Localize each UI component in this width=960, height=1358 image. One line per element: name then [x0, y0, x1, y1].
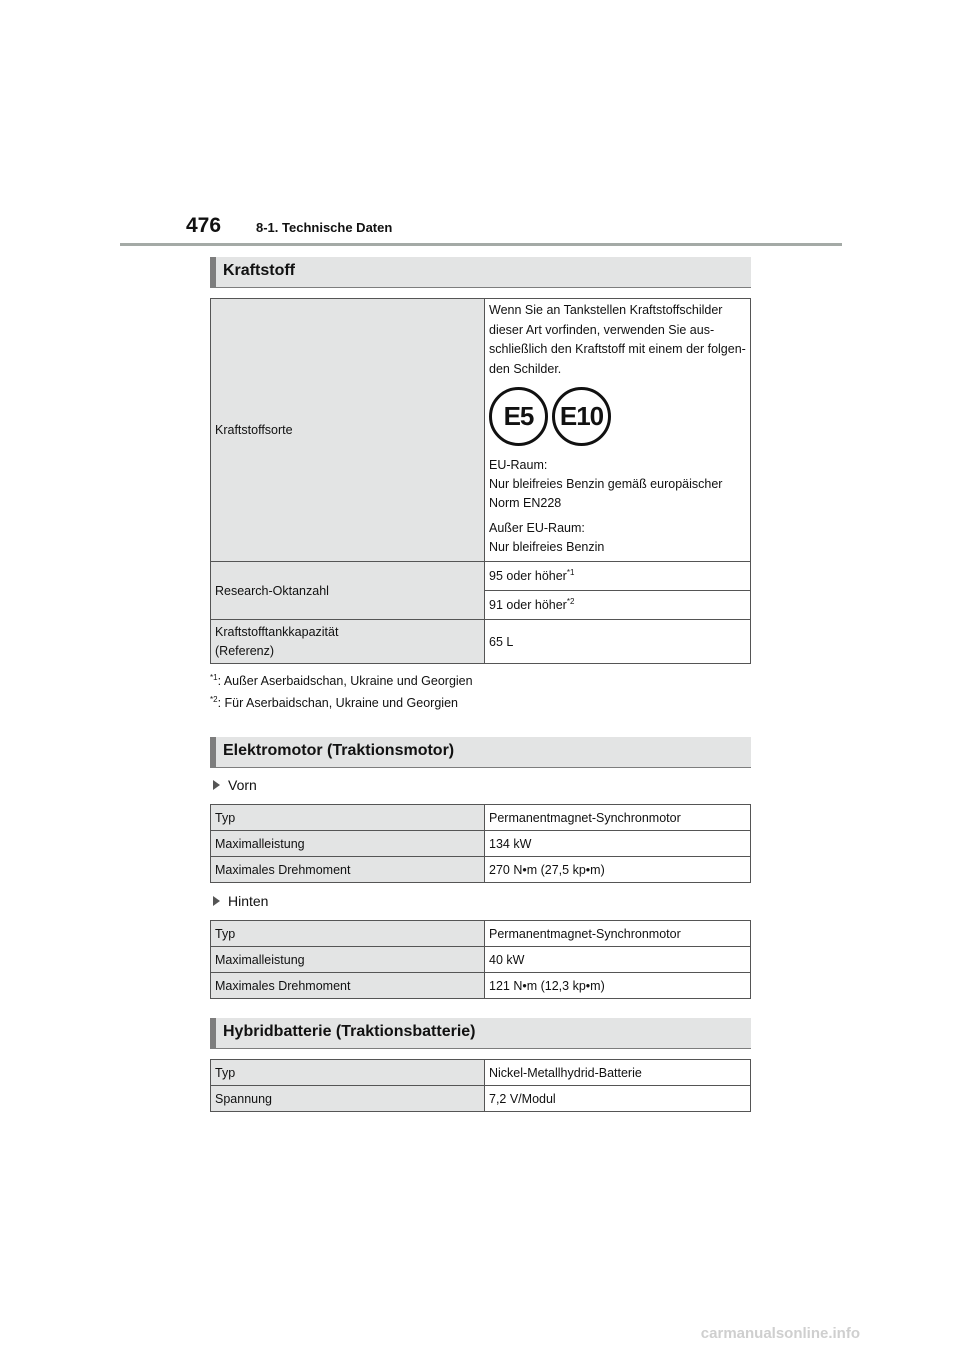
- subheading-vorn: [213, 777, 257, 793]
- eu-text: Nur bleifreies Benzin gemäß europäischer: [489, 477, 723, 491]
- eu-label: EU-Raum:: [489, 458, 548, 472]
- fuel-intro-line: dieser Art vorfinden, verwenden Sie aus-: [489, 322, 715, 337]
- footnote: [210, 695, 458, 710]
- table-key: Typ: [211, 1060, 485, 1086]
- table-row: [211, 1086, 751, 1112]
- triangle-bullet-icon: [213, 896, 220, 906]
- table-key: [211, 620, 485, 664]
- table-row: [211, 620, 751, 664]
- tank-label: Kraftstofftankkapazität: [215, 624, 339, 639]
- fuel-intro-line: schließlich den Kraftstoff mit einem der folgen-: [489, 342, 746, 356]
- table-row: [211, 973, 751, 999]
- eu-text: Norm EN228: [489, 496, 562, 510]
- table-key: Maximalleistung: [211, 947, 485, 973]
- fuel-type-cell: [485, 299, 751, 562]
- table-value: 7,2 V/Modul: [485, 1086, 751, 1112]
- battery-table: [210, 1059, 751, 1112]
- motor-rear-table: [210, 920, 751, 999]
- table-value: Nickel-Metallhydrid-Batterie: [485, 1060, 751, 1086]
- table-key: Kraftstoffsorte: [211, 299, 485, 562]
- footnote-mark: *1: [210, 673, 218, 682]
- table-value: 40 kW: [485, 947, 751, 973]
- footnote-text: : Außer Aserbaidschan, Ukraine und Georgien: [217, 674, 473, 689]
- subheading-label: Vorn: [228, 777, 257, 793]
- fuel-table: [210, 298, 751, 664]
- e5-fuel-label-icon: E5: [489, 387, 548, 446]
- motor-front-table: [210, 804, 751, 883]
- table-value: [485, 591, 751, 620]
- section-title: Elektromotor (Traktionsmotor): [223, 742, 455, 759]
- chapter-title: 8-1. Technische Daten: [256, 220, 393, 235]
- table-key: Spannung: [211, 1086, 485, 1112]
- table-row: [211, 1060, 751, 1086]
- footnote-mark: *2: [210, 695, 218, 704]
- footnote-ref: *2: [566, 597, 575, 607]
- table-key: Typ: [211, 921, 485, 947]
- table-key: Maximales Drehmoment: [211, 973, 485, 999]
- table-key: Maximales Drehmoment: [211, 857, 485, 883]
- section-heading-kraftstoff: [210, 257, 751, 288]
- non-eu-label: Außer EU-Raum:: [489, 521, 585, 535]
- table-value: Permanentmagnet-Synchronmotor: [485, 805, 751, 831]
- table-row: [211, 831, 751, 857]
- table-key: Research-Oktanzahl: [211, 562, 485, 620]
- watermark: carmanualsonline.info: [700, 1325, 860, 1342]
- octane-value: 91 oder höher: [489, 598, 567, 613]
- table-row: [211, 805, 751, 831]
- subheading-label: Hinten: [228, 893, 269, 909]
- tank-label: (Referenz): [215, 643, 275, 658]
- table-key: Typ: [211, 805, 485, 831]
- table-row: [211, 562, 751, 591]
- subheading-hinten: [213, 893, 268, 909]
- section-title: Kraftstoff: [223, 262, 295, 279]
- table-value: 121 N•m (12,3 kp•m): [485, 973, 751, 999]
- footnote-text: : Für Aserbaidschan, Ukraine und Georgien: [217, 696, 458, 711]
- octane-value: 95 oder höher: [489, 569, 567, 584]
- fuel-intro-line: den Schilder.: [489, 361, 562, 376]
- table-value: 270 N•m (27,5 kp•m): [485, 857, 751, 883]
- table-row: [211, 947, 751, 973]
- table-row: [211, 299, 751, 562]
- non-eu-text: Nur bleifreies Benzin: [489, 540, 605, 554]
- fuel-labels: [489, 387, 746, 446]
- section-heading-hybridbatterie: [210, 1018, 751, 1049]
- section-heading-elektromotor: [210, 737, 751, 768]
- e10-fuel-label-icon: E10: [552, 387, 611, 446]
- triangle-bullet-icon: [213, 780, 220, 790]
- table-value: 65 L: [485, 620, 751, 664]
- table-value: Permanentmagnet-Synchronmotor: [485, 921, 751, 947]
- table-row: [211, 921, 751, 947]
- section-title: Hybridbatterie (Traktionsbatterie): [223, 1023, 476, 1040]
- page-number: 476: [186, 214, 222, 237]
- table-row: [211, 857, 751, 883]
- table-key: Maximalleistung: [211, 831, 485, 857]
- header-divider: [120, 243, 842, 246]
- footnote-ref: *1: [566, 568, 575, 578]
- fuel-intro-line: Wenn Sie an Tankstellen Kraftstoffschilder: [489, 303, 723, 317]
- table-value: [485, 562, 751, 591]
- table-value: 134 kW: [485, 831, 751, 857]
- footnote: [210, 673, 473, 688]
